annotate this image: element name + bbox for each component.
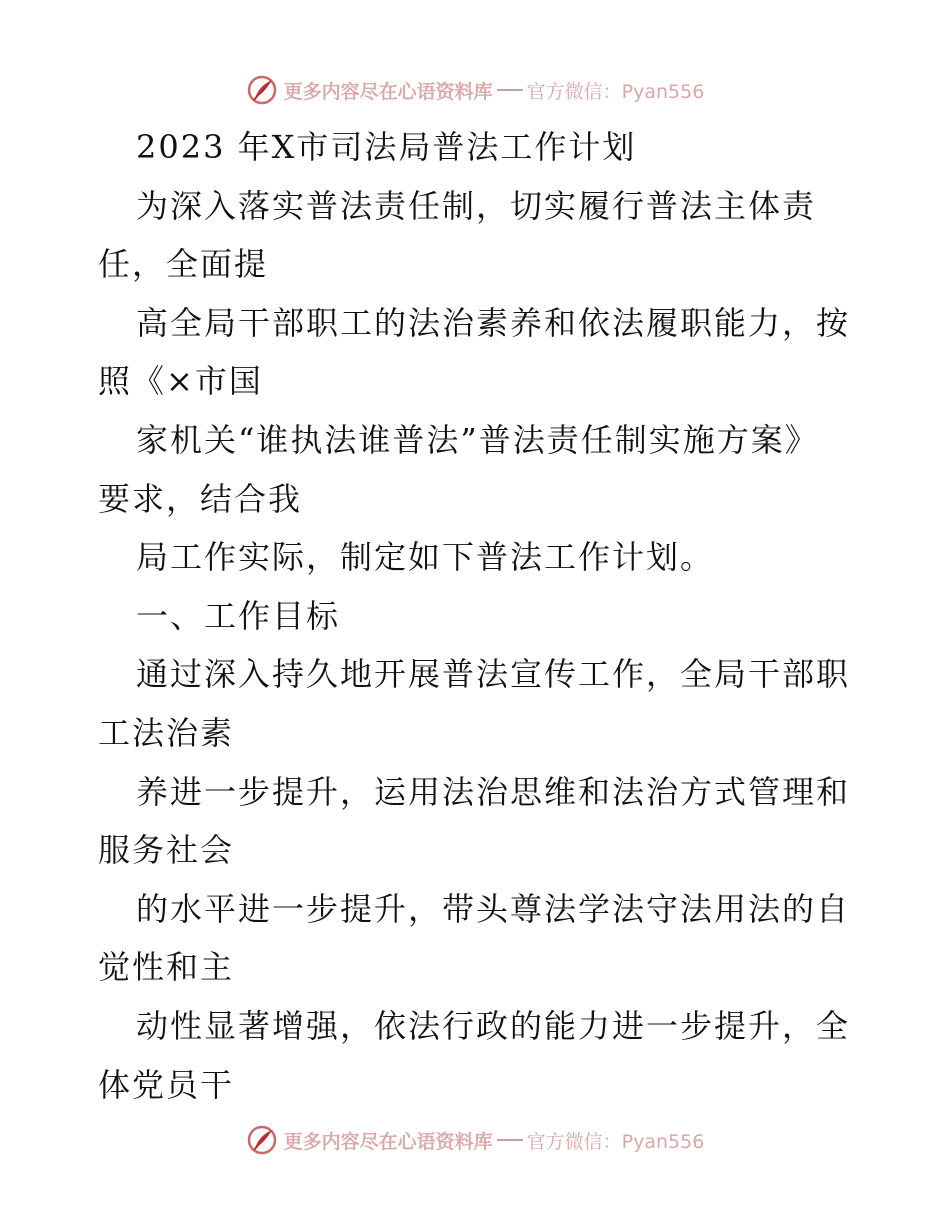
paragraph-line: 体党员干 — [98, 1065, 235, 1104]
feather-pen-logo-icon — [246, 1124, 278, 1156]
document-body — [98, 118, 858, 1114]
watermark-wechat-text: 官方微信：Pyan556 — [526, 80, 705, 103]
document-title: 2023 年X市司法局普法工作计划 — [136, 128, 637, 166]
paragraph-line: 觉性和主 — [98, 948, 235, 987]
footer-watermark — [0, 1120, 950, 1160]
paragraph-line: 任，全面提 — [98, 245, 269, 284]
paragraph-line: 养进一步提升，运用法治思维和法治方式管理和 — [136, 772, 851, 811]
paragraph-line: 的水平进一步提升，带头尊法学法守法用法的自 — [136, 889, 851, 928]
watermark-brand-text: 更多内容尽在心语资料库 — [283, 1130, 493, 1153]
feather-pen-logo-icon — [246, 74, 278, 106]
paragraph-line: 局工作实际，制定如下普法工作计划。 — [136, 538, 715, 577]
section-heading: 一、工作目标 — [136, 596, 341, 635]
paragraph-line: 服务社会 — [98, 831, 235, 870]
watermark-dash — [497, 1139, 523, 1141]
paragraph-line: 家机关“谁执法谁普法”普法责任制实施方案》 — [136, 420, 819, 459]
paragraph-line: 为深入落实普法责任制，切实履行普法主体责 — [136, 186, 817, 225]
paragraph-line: 要求，结合我 — [98, 479, 303, 518]
paragraph-line: 高全局干部职工的法治素养和依法履职能力，按 — [136, 303, 851, 342]
paragraph-line: 通过深入持久地开展普法宣传工作，全局干部职 — [136, 655, 851, 694]
header-watermark — [0, 70, 950, 110]
paragraph-line: 照《×市国 — [98, 362, 263, 401]
watermark-dash — [497, 89, 523, 91]
paragraph-line: 工法治素 — [98, 713, 235, 752]
watermark-brand-text: 更多内容尽在心语资料库 — [283, 80, 493, 103]
paragraph-line: 动性显著增强，依法行政的能力进一步提升，全 — [136, 1006, 851, 1045]
watermark-wechat-text: 官方微信：Pyan556 — [526, 1130, 705, 1153]
